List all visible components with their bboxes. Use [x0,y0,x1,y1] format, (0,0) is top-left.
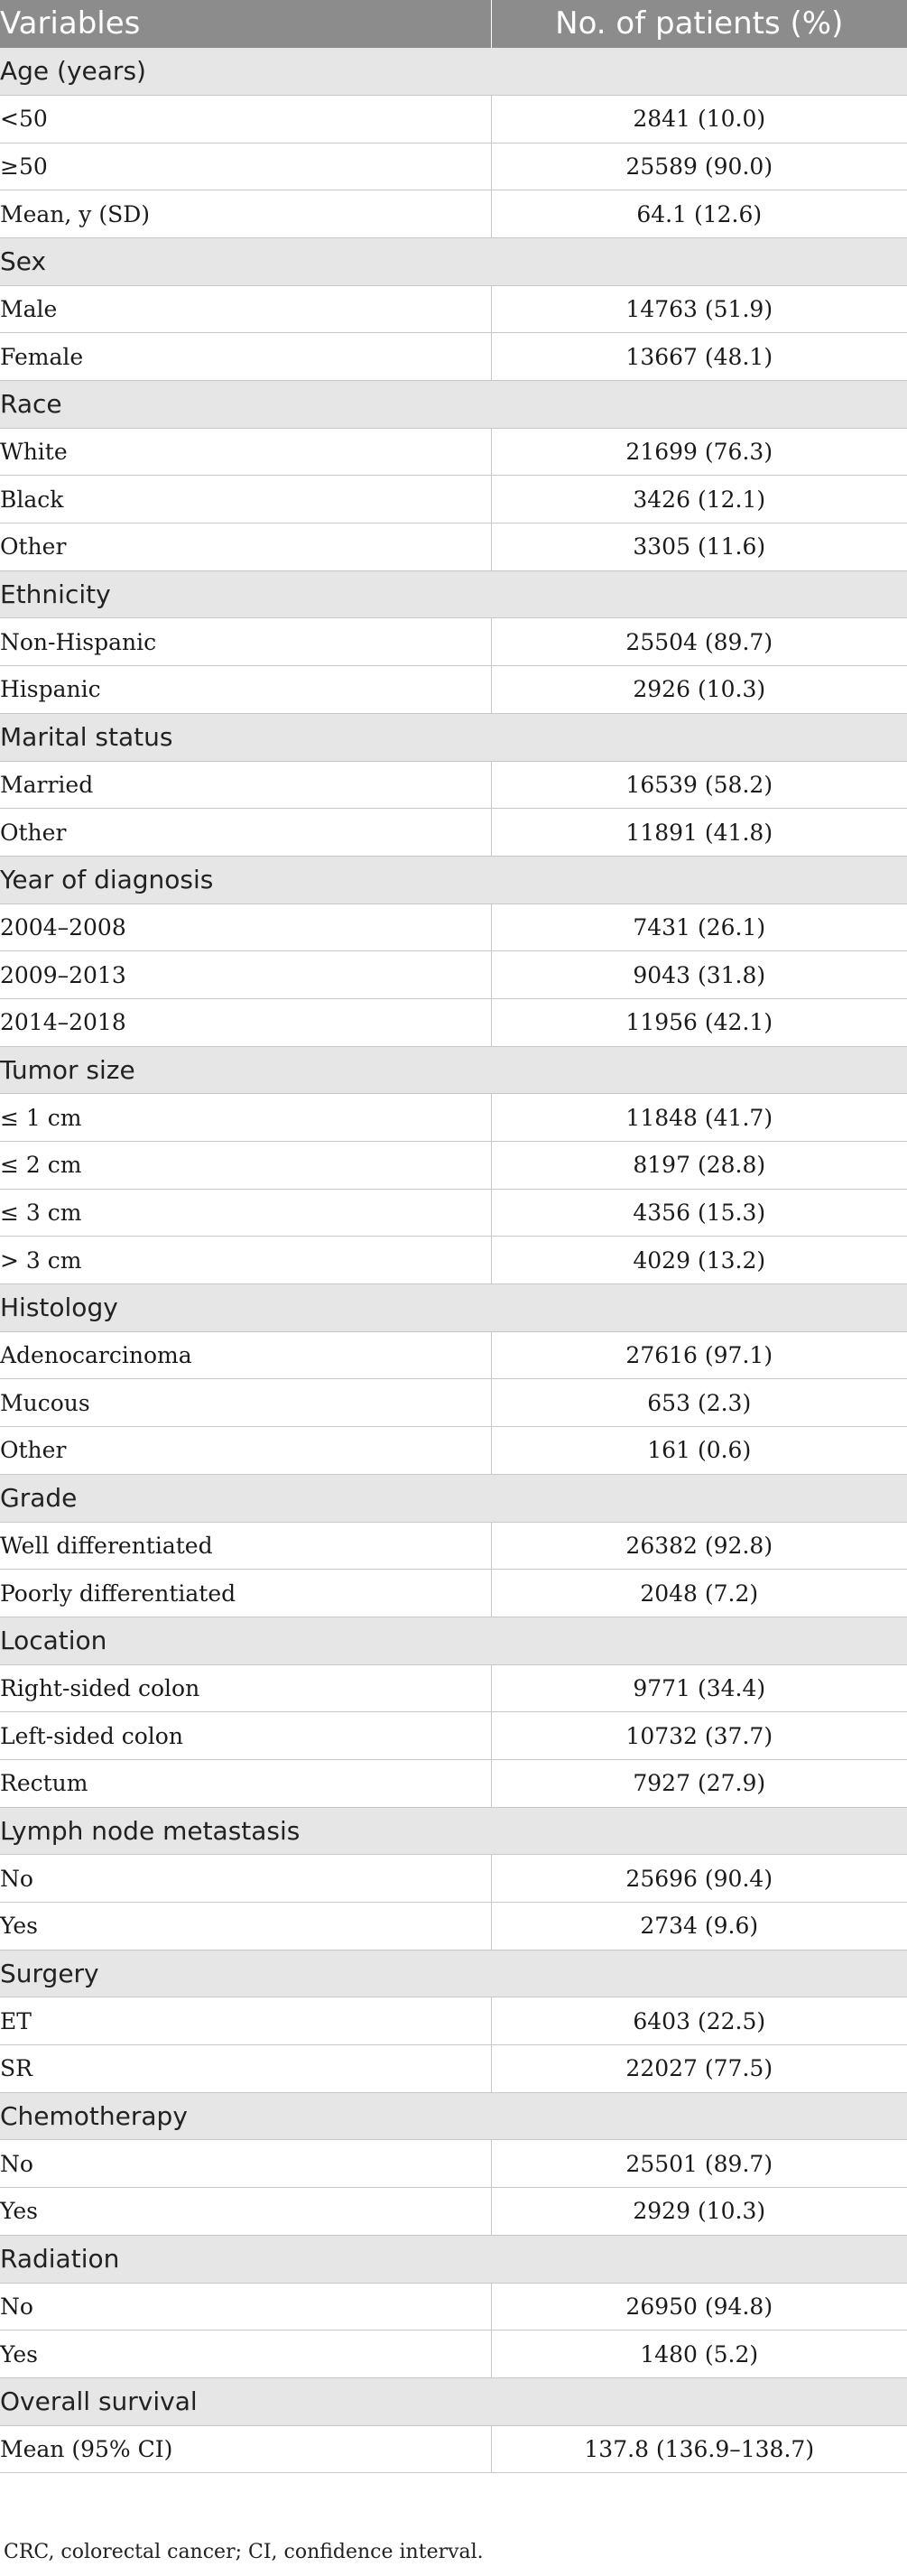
variable-label: Hispanic [0,666,491,714]
patient-count: 9771 (34.4) [491,1664,907,1712]
section-row [0,856,907,903]
variable-label: Other [0,1427,491,1475]
section-label: Age (years) [0,48,907,96]
table-row [0,2425,907,2473]
section-label: Marital status [0,713,907,761]
section-label: Chemotherapy [0,2092,907,2140]
patient-count: 2841 (10.0) [491,95,907,143]
patient-count: 9043 (31.8) [491,951,907,999]
variable-label: Male [0,285,491,333]
variable-label: 2004–2008 [0,903,491,951]
patient-count: 27616 (97.1) [491,1331,907,1379]
section-label: Location [0,1617,907,1664]
table-header-row [0,0,907,48]
variable-label: SR [0,2045,491,2093]
table-row [0,333,907,381]
variable-label: Female [0,333,491,381]
table-row [0,1331,907,1379]
patient-count: 16539 (58.2) [491,761,907,809]
variable-label: Mucous [0,1379,491,1427]
patient-count: 10732 (37.7) [491,1712,907,1760]
variable-label: <50 [0,95,491,143]
variable-label: ≥50 [0,143,491,190]
section-label: Year of diagnosis [0,856,907,903]
patient-count: 64.1 (12.6) [491,190,907,238]
table-row [0,666,907,714]
section-label: Histology [0,1284,907,1332]
table-row [0,761,907,809]
patient-count: 2048 (7.2) [491,1570,907,1617]
variable-label: No [0,2283,491,2330]
patient-count: 11848 (41.7) [491,1094,907,1142]
variable-label: Black [0,476,491,524]
table-row [0,1522,907,1570]
variable-label: No [0,1855,491,1903]
patient-count: 137.8 (136.9–138.7) [491,2425,907,2473]
patient-count: 7927 (27.9) [491,1759,907,1807]
table-row [0,143,907,190]
patient-count: 6403 (22.5) [491,1997,907,2045]
table-body [0,48,907,2473]
patient-count: 2926 (10.3) [491,666,907,714]
table-row [0,1237,907,1284]
patient-count: 11956 (42.1) [491,998,907,1046]
section-row [0,713,907,761]
section-label: Radiation [0,2235,907,2283]
table-row [0,1094,907,1142]
patient-count: 2734 (9.6) [491,1903,907,1951]
variable-label: White [0,428,491,476]
patient-count: 8197 (28.8) [491,1142,907,1190]
section-row [0,1474,907,1522]
table-row [0,618,907,666]
variable-label: Other [0,809,491,857]
table-row [0,524,907,571]
section-label: Race [0,381,907,429]
patient-count: 161 (0.6) [491,1427,907,1475]
variable-label: Mean (95% CI) [0,2425,491,2473]
section-label: Lymph node metastasis [0,1807,907,1855]
section-row [0,48,907,96]
patient-count: 2929 (10.3) [491,2188,907,2236]
variable-label: Right-sided colon [0,1664,491,1712]
patient-count: 25589 (90.0) [491,143,907,190]
patient-count: 7431 (26.1) [491,903,907,951]
variable-label: Yes [0,1903,491,1951]
variable-label: Rectum [0,1759,491,1807]
table-row [0,190,907,238]
table-row [0,951,907,999]
patient-count: 25501 (89.7) [491,2140,907,2188]
header-variables: Variables [0,0,491,48]
patient-count: 26382 (92.8) [491,1522,907,1570]
table-row [0,1664,907,1712]
section-label: Tumor size [0,1046,907,1094]
variable-label: Yes [0,2330,491,2378]
header-patients: No. of patients (%) [491,0,907,48]
variable-label: ≤ 1 cm [0,1094,491,1142]
patient-count: 4356 (15.3) [491,1189,907,1237]
variable-label: ≤ 2 cm [0,1142,491,1190]
section-label: Surgery [0,1950,907,1997]
variable-label: Non-Hispanic [0,618,491,666]
variable-label: 2014–2018 [0,998,491,1046]
section-label: Overall survival [0,2377,907,2425]
table-row [0,1759,907,1807]
table-row [0,809,907,857]
section-row [0,1807,907,1855]
patient-count: 3305 (11.6) [491,524,907,571]
patient-count: 25696 (90.4) [491,1855,907,1903]
variable-label: Well differentiated [0,1522,491,1570]
patient-count: 13667 (48.1) [491,333,907,381]
table-row [0,2188,907,2236]
section-row [0,237,907,285]
patient-count: 653 (2.3) [491,1379,907,1427]
table-row [0,2140,907,2188]
section-row [0,2092,907,2140]
patient-count: 14763 (51.9) [491,285,907,333]
section-label: Sex [0,237,907,285]
table-row [0,2045,907,2093]
table-row [0,903,907,951]
variable-label: 2009–2013 [0,951,491,999]
table-row [0,2330,907,2378]
table-row [0,1997,907,2045]
section-row [0,570,907,618]
table-row [0,1712,907,1760]
table-row [0,1903,907,1951]
table-row [0,1570,907,1617]
variable-label: > 3 cm [0,1237,491,1284]
table-row [0,1855,907,1903]
patient-count: 1480 (5.2) [491,2330,907,2378]
section-row [0,1617,907,1664]
table-row [0,1379,907,1427]
variable-label: Yes [0,2188,491,2236]
table-footnote: CRC, colorectal cancer; CI, confidence interval. [4,2541,484,2563]
patient-count: 21699 (76.3) [491,428,907,476]
table-row [0,1189,907,1237]
patient-count: 25504 (89.7) [491,618,907,666]
variable-label: ≤ 3 cm [0,1189,491,1237]
patient-count: 4029 (13.2) [491,1237,907,1284]
table-row [0,1142,907,1190]
variable-label: Mean, y (SD) [0,190,491,238]
variable-label: Married [0,761,491,809]
patient-count: 3426 (12.1) [491,476,907,524]
variable-label: Other [0,524,491,571]
patient-count: 26950 (94.8) [491,2283,907,2330]
section-row [0,1284,907,1332]
table-row [0,476,907,524]
variable-label: Adenocarcinoma [0,1331,491,1379]
table-row [0,428,907,476]
patient-count: 11891 (41.8) [491,809,907,857]
section-row [0,1950,907,1997]
variable-label: No [0,2140,491,2188]
variable-label: ET [0,1997,491,2045]
table-row [0,95,907,143]
section-row [0,2377,907,2425]
table-row [0,2283,907,2330]
section-row [0,381,907,429]
table-row [0,285,907,333]
variable-label: Left-sided colon [0,1712,491,1760]
patient-count: 22027 (77.5) [491,2045,907,2093]
table-row [0,1427,907,1475]
section-label: Ethnicity [0,570,907,618]
section-row [0,1046,907,1094]
section-label: Grade [0,1474,907,1522]
variable-label: Poorly differentiated [0,1570,491,1617]
table-row [0,998,907,1046]
section-row [0,2235,907,2283]
